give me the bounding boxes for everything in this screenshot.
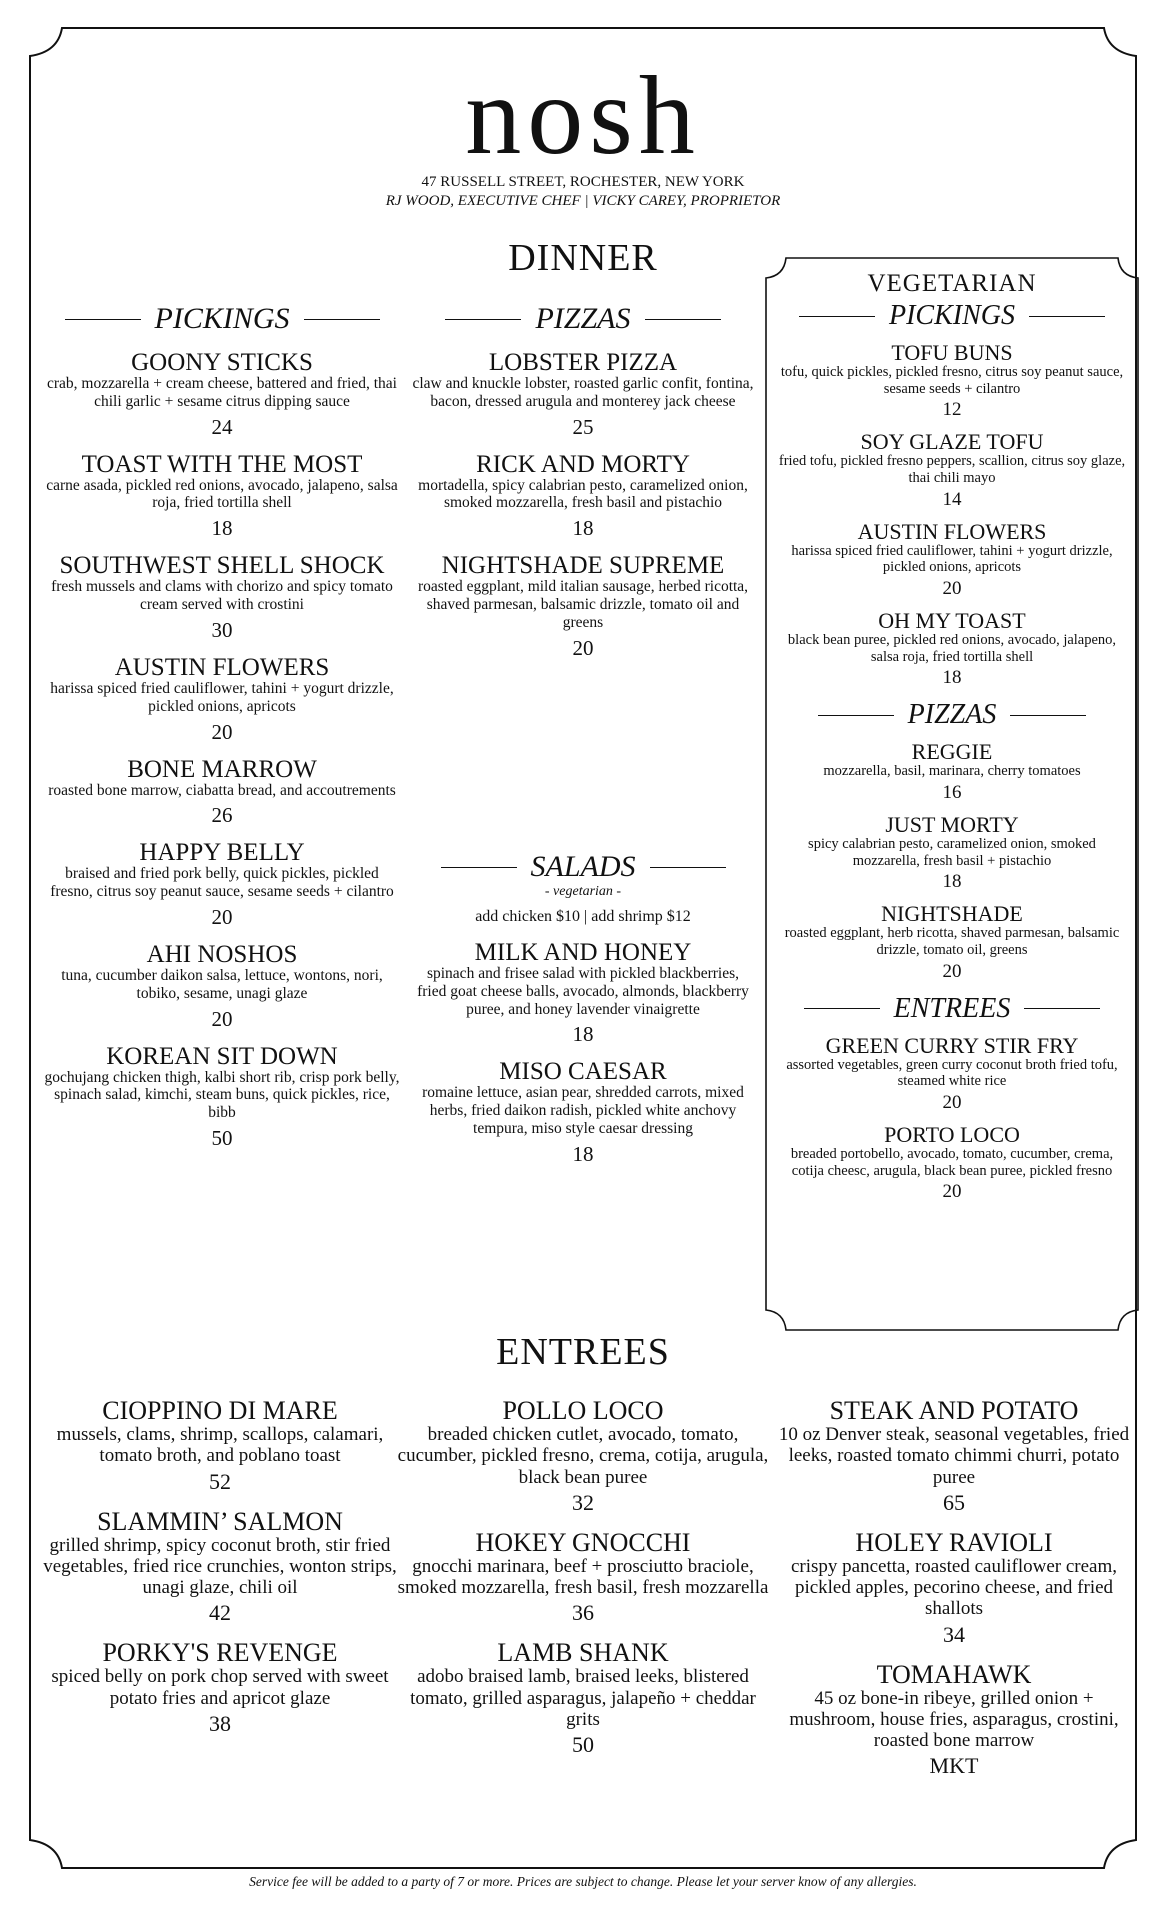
veg-pizzas-list (774, 741, 1130, 982)
pickings-item (42, 757, 402, 829)
salad-item (412, 1059, 754, 1166)
entree-name: PORKY'S REVENGE (102, 1638, 338, 1668)
entree-item (40, 1640, 400, 1737)
veg-entree-item (774, 1032, 1130, 1114)
veg-picking-name: AUSTIN FLOWERS (857, 518, 1047, 544)
salads-note: - vegetarian - (544, 884, 622, 899)
entree-desc: gnocchi marinara, beef + prosciutto braciole, smoked mozzarella, fresh basil, fresh mozzarella (397, 1555, 769, 1599)
pickings-desc: tuna, cucumber daikon salsa, lettuce, wontons, nori, tobiko, sesame, unagi glaze (61, 966, 383, 1002)
veg-picking-name: SOY GLAZE TOFU (860, 429, 1044, 455)
veg-entree-desc: breaded portobello, avocado, tomato, cucumber, crema, cotija cheesc, arugula, black bean puree, pickled fresno (790, 1146, 1114, 1179)
restaurant-staff: RJ WOOD, EXECUTIVE CHEF | VICKY CAREY, PROPRIETOR (385, 193, 781, 209)
veg-pizza-price: 16 (942, 782, 962, 804)
entree-item (396, 1398, 770, 1516)
pizza-item (412, 350, 754, 440)
veg-pizza-item (774, 741, 1130, 804)
veg-pizza-price: 18 (942, 871, 962, 893)
pickings-item (42, 452, 402, 542)
pickings-price: 30 (211, 617, 233, 642)
pickings-item (42, 350, 402, 440)
pizzas-section (412, 302, 754, 673)
veg-entree-item (774, 1124, 1130, 1203)
restaurant-logo: nosh (465, 54, 701, 178)
entrees-col1 (40, 1398, 400, 1751)
veg-picking-item (774, 610, 1130, 689)
entree-name: POLLO LOCO (502, 1396, 664, 1425)
entree-price: 50 (572, 1732, 594, 1758)
veg-picking-desc: tofu, quick pickles, pickled fresno, citrus soy peanut sauce, sesame seeds + cilantro (780, 364, 1124, 397)
entrees-title: ENTREES (496, 1331, 670, 1373)
veg-picking-price: 12 (942, 399, 962, 421)
veg-pizza-name: JUST MORTY (885, 812, 1019, 838)
salad-desc: romaine lettuce, asian pear, shredded carrots, mixed herbs, fried daikon radish, pickled white anchovy tempura, miso style caesar dressing (422, 1084, 744, 1138)
pizza-name: LOBSTER PIZZA (488, 349, 678, 376)
pizzas-heading: PIZZAS (412, 302, 754, 336)
pickings-price: 50 (211, 1126, 233, 1150)
entree-price: 65 (943, 1489, 965, 1515)
veg-pizza-name: NIGHTSHADE (881, 901, 1023, 927)
veg-pizza-item (774, 814, 1130, 893)
veg-picking-desc: fried tofu, pickled fresno peppers, scallion, citrus soy glaze, thai chili mayo (778, 453, 1126, 487)
pickings-heading: PICKINGS (42, 302, 402, 336)
pickings-section (42, 302, 402, 1163)
entree-name: STEAK AND POTATO (829, 1396, 1079, 1425)
menu-header (0, 54, 1166, 210)
salad-name: MILK AND HONEY (474, 939, 692, 966)
pizza-price: 20 (572, 635, 594, 660)
pickings-desc: carne asada, pickled red onions, avocado, jalapeno, salsa roja, fried tortilla shell (46, 476, 398, 512)
pickings-name: SOUTHWEST SHELL SHOCK (59, 552, 385, 580)
veg-picking-name: TOFU BUNS (891, 340, 1013, 365)
entree-price: 36 (572, 1600, 594, 1626)
pickings-item (42, 655, 402, 745)
vegetarian-section (774, 270, 1130, 1213)
pizza-item (412, 553, 754, 660)
entree-price: 42 (209, 1600, 231, 1626)
pickings-list (42, 350, 402, 1151)
pizza-desc: mortadella, spicy calabrian pesto, caramelized onion, smoked mozzarella, fresh basil and pistachio (418, 476, 748, 512)
salads-list (412, 940, 754, 1167)
veg-picking-desc: black bean puree, pickled red onions, avocado, jalapeno, salsa roja, fried tortilla shell (787, 632, 1117, 665)
salads-heading: SALADS (412, 850, 754, 884)
entree-item (774, 1398, 1134, 1516)
salads-section (412, 850, 754, 1179)
restaurant-address: 47 RUSSELL STREET, ROCHESTER, NEW YORK (421, 174, 745, 190)
pickings-name: BONE MARROW (127, 755, 317, 783)
pickings-item (42, 942, 402, 1032)
entrees-col3 (774, 1398, 1134, 1793)
veg-entree-price: 20 (942, 1181, 962, 1203)
pickings-desc: fresh mussels and clams with chorizo and spicy tomato cream served with crostini (51, 578, 393, 614)
entree-desc: 10 oz Denver steak, seasonal vegetables, fried leeks, roasted tomato chimmi churri, potato puree (778, 1424, 1130, 1488)
entree-price: 32 (572, 1489, 594, 1515)
entree-desc: breaded chicken cutlet, avocado, tomato, cucumber, pickled fresno, crema, cotija, arugula, black bean puree (397, 1424, 769, 1488)
pickings-item (42, 1044, 402, 1151)
veg-pizza-desc: roasted eggplant, herb ricotta, shaved parmesan, balsamic drizzle, tomato oil, greens (784, 925, 1120, 959)
pizza-name: NIGHTSHADE SUPREME (441, 552, 725, 580)
pickings-desc: gochujang chicken thigh, kalbi short rib, crisp pork belly, spinach salad, kimchi, steam buns, quick pickles, rice, bibb (44, 1068, 400, 1122)
entree-item (396, 1527, 770, 1627)
veg-picking-item (774, 518, 1130, 600)
entree-desc: adobo braised lamb, braised leeks, blistered tomato, grilled asparagus, jalapeño + cheddar grits (410, 1666, 756, 1730)
vegetarian-title: VEGETARIAN (867, 270, 1037, 297)
salad-item (412, 940, 754, 1047)
entree-desc: 45 oz bone-in ribeye, grilled onion + mushroom, house fries, asparagus, crostini, roasted bone marrow (789, 1687, 1119, 1752)
veg-pizza-desc: spicy calabrian pesto, caramelized onion, smoked mozzarella, fresh basil + pistachio (808, 836, 1096, 869)
entree-price: MKT (929, 1753, 979, 1779)
entree-name: SLAMMIN’ SALMON (97, 1506, 343, 1536)
veg-picking-price: 14 (942, 488, 962, 510)
salad-price: 18 (572, 1022, 594, 1047)
pickings-item (42, 553, 402, 643)
pickings-name: AHI NOSHOS (146, 940, 298, 968)
salads-addons: add chicken $10 | add shrimp $12 (475, 908, 691, 925)
entree-desc: grilled shrimp, spicy coconut broth, stir fried vegetables, fried rice crunchies, wonton strips, unagi glaze, chili oil (43, 1534, 397, 1599)
entree-item (774, 1659, 1134, 1780)
veg-picking-item (774, 431, 1130, 510)
pickings-desc: crab, mozzarella + cream cheese, battered and fried, thai chili garlic + sesame citrus dipping sauce (47, 375, 397, 410)
veg-picking-name: OH MY TOAST (878, 608, 1026, 634)
veg-pizza-price: 20 (942, 960, 962, 982)
pickings-price: 26 (211, 803, 233, 828)
pickings-price: 18 (211, 516, 233, 541)
veg-entree-desc: assorted vegetables, green curry coconut broth fried tofu, steamed white rice (786, 1056, 1118, 1090)
salad-price: 18 (572, 1141, 594, 1166)
veg-pickings-heading: PICKINGS (774, 300, 1130, 332)
veg-entree-name: GREEN CURRY STIR FRY (825, 1032, 1079, 1058)
pickings-name: TOAST WITH THE MOST (81, 450, 363, 478)
entree-desc: crispy pancetta, roasted cauliflower cream, pickled apples, pecorino cheese, and fried shallots (790, 1555, 1117, 1620)
pizza-name: RICK AND MORTY (476, 450, 690, 478)
entree-name: CIOPPINO DI MARE (102, 1396, 338, 1425)
veg-picking-price: 20 (942, 578, 962, 600)
entree-name: LAMB SHANK (497, 1638, 669, 1668)
entree-name: HOKEY GNOCCHI (475, 1527, 691, 1557)
veg-picking-price: 18 (942, 667, 962, 689)
entrees-col2 (396, 1398, 770, 1772)
pickings-name: GOONY STICKS (131, 349, 313, 376)
veg-pickings-list (774, 342, 1130, 689)
dinner-title: DINNER (508, 237, 658, 279)
pickings-desc: roasted bone marrow, ciabatta bread, and accoutrements (48, 781, 396, 799)
pizza-desc: claw and knuckle lobster, roasted garlic confit, fontina, bacon, dressed arugula and monterey jack cheese (412, 375, 754, 410)
veg-pizza-name: REGGIE (911, 739, 993, 765)
pizza-desc: roasted eggplant, mild italian sausage, herbed ricotta, shaved parmesan, balsamic drizzle, tomato oil and greens (417, 578, 749, 631)
entree-item (774, 1527, 1134, 1648)
entree-item (40, 1398, 400, 1495)
veg-picking-desc: harissa spiced fried cauliflower, tahini + yogurt drizzle, pickled onions, apricots (791, 542, 1113, 576)
pickings-name: KOREAN SIT DOWN (106, 1042, 338, 1070)
veg-entrees-heading: ENTREES (774, 993, 1130, 1025)
pickings-price: 20 (211, 1006, 233, 1031)
veg-pizza-item (774, 903, 1130, 982)
footer-note: Service fee will be added to a party of 7 or more. Prices are subject to change. Please let your server know of any allergies. (249, 1874, 917, 1889)
veg-entree-name: PORTO LOCO (884, 1122, 1020, 1148)
pizzas-list (412, 350, 754, 661)
pickings-name: HAPPY BELLY (139, 839, 305, 867)
entree-price: 52 (209, 1468, 231, 1494)
veg-entrees-list (774, 1032, 1130, 1204)
entree-name: TOMAHAWK (876, 1659, 1032, 1689)
entree-name: HOLEY RAVIOLI (855, 1527, 1053, 1557)
entree-item (40, 1506, 400, 1627)
salad-name: MISO CAESAR (499, 1058, 667, 1086)
veg-entree-price: 20 (942, 1092, 962, 1114)
entree-desc: spiced belly on pork chop served with sweet potato fries and apricot glaze (51, 1666, 389, 1709)
pickings-name: AUSTIN FLOWERS (114, 653, 330, 681)
pizza-price: 18 (572, 516, 594, 541)
entree-item (396, 1640, 770, 1758)
pickings-price: 20 (211, 904, 233, 929)
veg-pizza-desc: mozzarella, basil, marinara, cherry tomatoes (823, 763, 1081, 780)
veg-picking-item (774, 342, 1130, 421)
pickings-item (42, 840, 402, 930)
pickings-price: 20 (211, 719, 233, 744)
pickings-desc: braised and fried pork belly, quick pickles, pickled fresno, citrus soy peanut sauce, sesame seeds + cilantro (50, 865, 394, 901)
entree-price: 34 (943, 1621, 965, 1647)
entree-desc: mussels, clams, shrimp, scallops, calamari, tomato broth, and poblano toast (56, 1424, 384, 1467)
pizza-item (412, 452, 754, 542)
veg-pizzas-heading: PIZZAS (774, 699, 1130, 731)
pickings-price: 24 (211, 414, 233, 439)
entree-price: 38 (209, 1710, 231, 1736)
pizza-price: 25 (572, 414, 594, 439)
salad-desc: spinach and frisee salad with pickled blackberries, fried goat cheese balls, avocado, almonds, blackberry puree, and honey lavender vinaigrette (417, 965, 749, 1018)
pickings-desc: harissa spiced fried cauliflower, tahini + yogurt drizzle, pickled onions, apricots (50, 679, 394, 715)
